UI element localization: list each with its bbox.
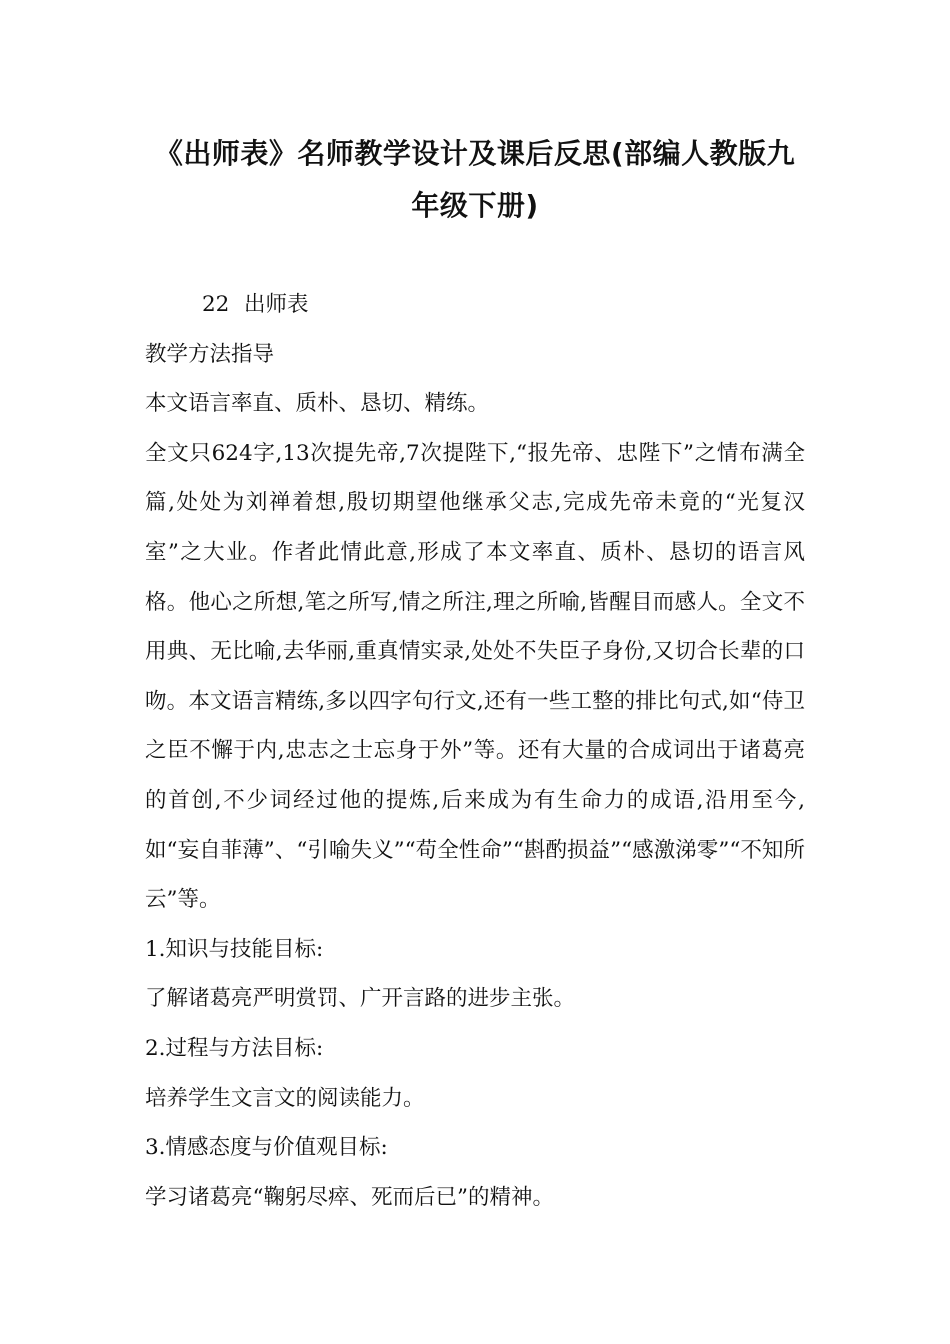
goal-heading-emotion: 3.情感态度与价值观目标: [145, 1135, 388, 1161]
lesson-heading [145, 280, 805, 330]
paragraph-analysis: 全文只624字,13次提先帝,7次提陛下,“报先帝、忠陛下”之情布满全篇,处处为刘禅着想,殷切期望他继承父志,完成先帝未竟的“光复汉室”之大业。作者此情此意,形成了本文率直、质朴、恳切的语言风格。他心之所想,笔之所写,情之所注,理之所喻,皆醒目而感人。全文不用典、无比喻,去华丽,重真情实录,处处不失臣子身份,又切合长辈的口吻。本文语言精练,多以四字句行文,还有一些工整的排比句式,如“侍卫之臣不懈于内,忠志之士忘身于外”等。还有大量的合成词出于诸葛亮的首创,不少词经过他的提炼,后来成为有生命力的成语,沿用至今,如“妄自菲薄”、“引喻失义”“苟全性命”“斟酌损益”“感激涕零”“不知所云”等。 [145, 440, 805, 913]
lesson-number: 22 [202, 292, 230, 317]
goal-heading-process: 2.过程与方法目标: [145, 1035, 324, 1061]
paragraph-language-summary: 本文语言率直、质朴、恳切、精练。 [145, 391, 490, 417]
section-heading-method: 教学方法指导 [145, 341, 275, 367]
document-title: 《出师表》名师教学设计及课后反思(部编人教版九年级下册) [154, 137, 796, 222]
lesson-name: 出师表 [244, 292, 309, 317]
goal-text-knowledge: 了解诸葛亮严明赏罚、广开言路的进步主张。 [145, 986, 576, 1012]
document-body [145, 280, 805, 1222]
goal-text-emotion: 学习诸葛亮“鞠躬尽瘁、死而后已”的精神。 [145, 1184, 554, 1210]
goal-text-process: 培养学生文言文的阅读能力。 [145, 1085, 425, 1111]
goal-heading-knowledge: 1.知识与技能目标: [145, 936, 324, 962]
